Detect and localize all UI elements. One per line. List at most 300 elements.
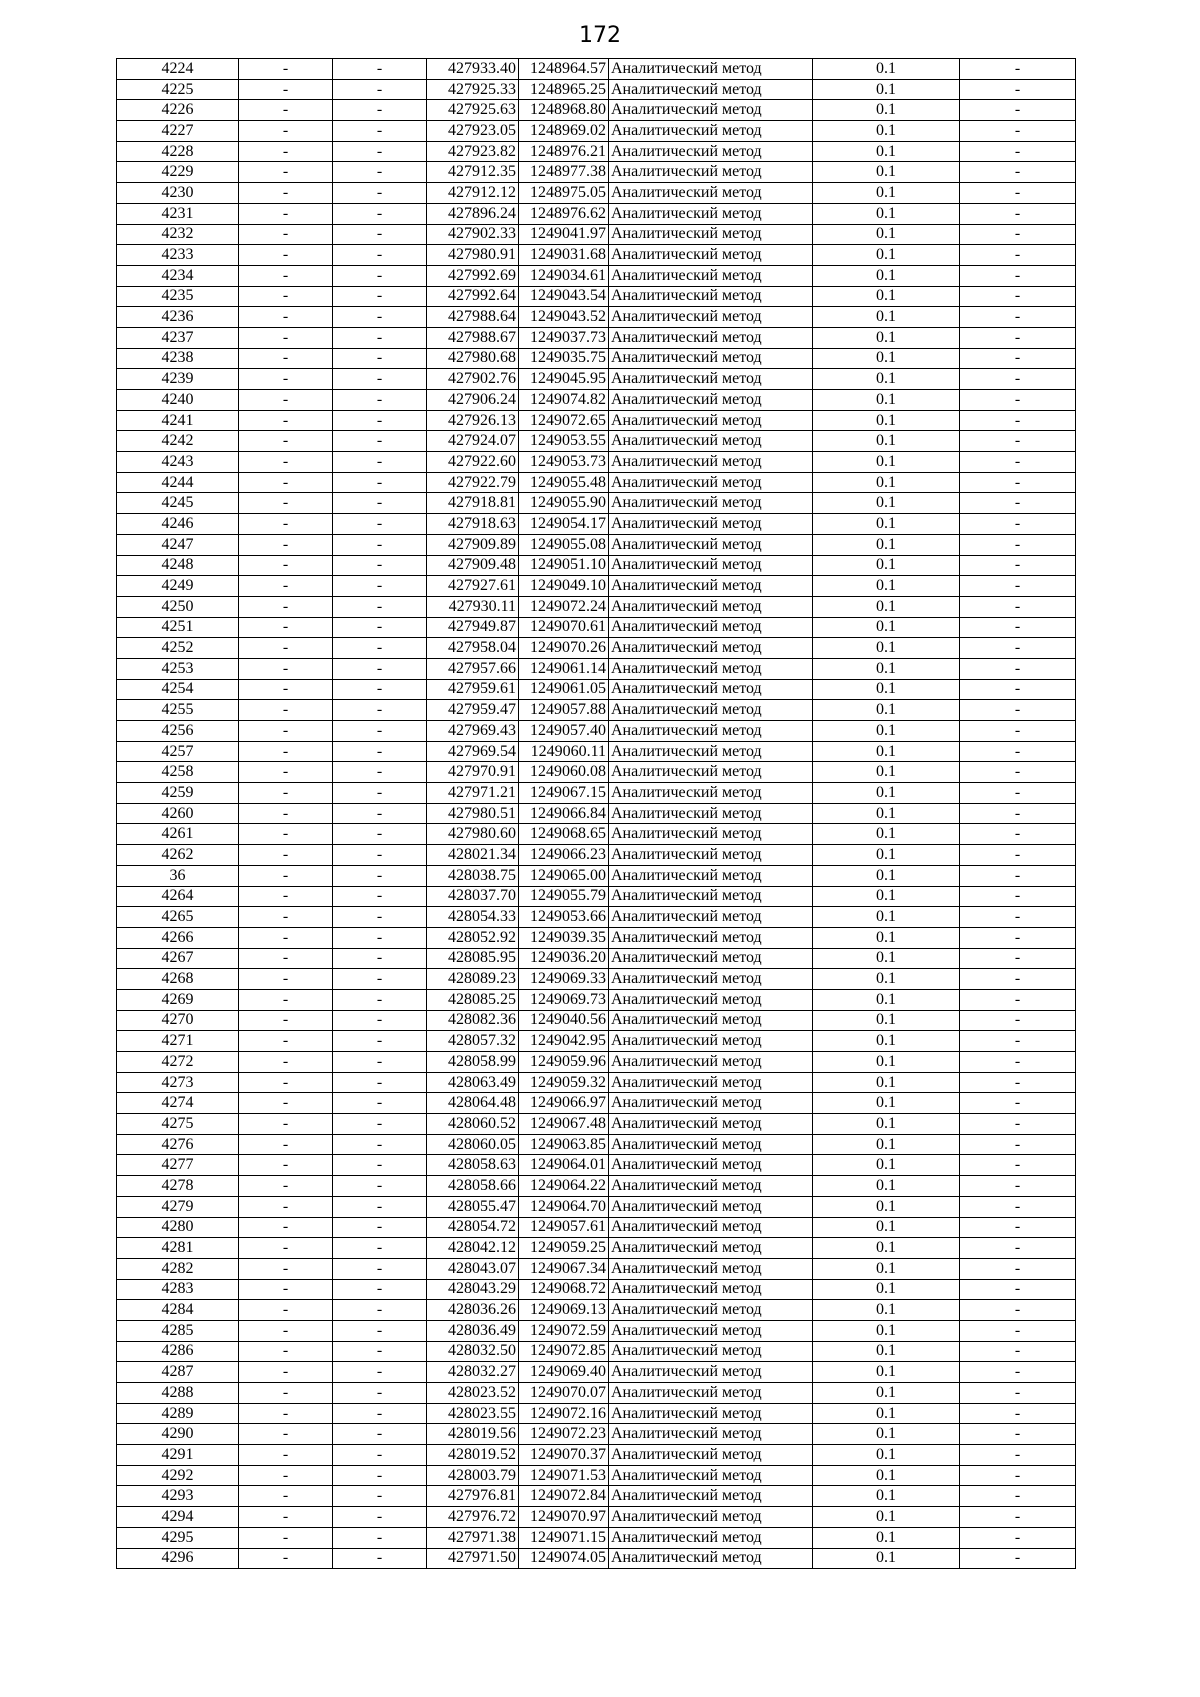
table-row: [117, 327, 1076, 348]
empty-cell: -: [333, 431, 427, 452]
table-row: [117, 1486, 1076, 1507]
method-cell: Аналитический метод: [609, 1217, 813, 1238]
empty-cell: -: [960, 410, 1076, 431]
method-cell: Аналитический метод: [609, 1010, 813, 1031]
x-coordinate-cell: 427925.33: [427, 79, 519, 100]
x-coordinate-cell: 427980.91: [427, 245, 519, 266]
accuracy-cell: 0.1: [813, 1093, 960, 1114]
empty-cell: -: [239, 514, 333, 535]
empty-cell: -: [239, 1134, 333, 1155]
empty-cell: -: [239, 265, 333, 286]
method-cell: Аналитический метод: [609, 1362, 813, 1383]
y-coordinate-cell: 1248965.25: [519, 79, 609, 100]
empty-cell: -: [333, 576, 427, 597]
empty-cell: -: [239, 596, 333, 617]
empty-cell: -: [333, 307, 427, 328]
empty-cell: -: [960, 1196, 1076, 1217]
empty-cell: -: [239, 410, 333, 431]
method-cell: Аналитический метод: [609, 927, 813, 948]
empty-cell: -: [960, 1155, 1076, 1176]
coordinates-table: [116, 58, 1076, 1569]
point-number-cell: 4261: [117, 824, 239, 845]
point-number-cell: 4238: [117, 348, 239, 369]
accuracy-cell: 0.1: [813, 1507, 960, 1528]
table-row: [117, 969, 1076, 990]
table-row: [117, 79, 1076, 100]
method-cell: Аналитический метод: [609, 534, 813, 555]
empty-cell: -: [239, 183, 333, 204]
empty-cell: -: [333, 762, 427, 783]
empty-cell: -: [333, 638, 427, 659]
empty-cell: -: [239, 79, 333, 100]
empty-cell: -: [239, 369, 333, 390]
empty-cell: -: [960, 907, 1076, 928]
empty-cell: -: [239, 1114, 333, 1135]
point-number-cell: 4259: [117, 783, 239, 804]
point-number-cell: 4281: [117, 1238, 239, 1259]
x-coordinate-cell: 428055.47: [427, 1196, 519, 1217]
x-coordinate-cell: 428058.99: [427, 1052, 519, 1073]
empty-cell: -: [333, 989, 427, 1010]
empty-cell: -: [239, 141, 333, 162]
empty-cell: -: [960, 431, 1076, 452]
accuracy-cell: 0.1: [813, 493, 960, 514]
empty-cell: -: [239, 327, 333, 348]
table-row: [117, 1279, 1076, 1300]
y-coordinate-cell: 1249067.34: [519, 1258, 609, 1279]
empty-cell: -: [239, 679, 333, 700]
table-row: [117, 265, 1076, 286]
accuracy-cell: 0.1: [813, 596, 960, 617]
empty-cell: -: [960, 1383, 1076, 1404]
empty-cell: -: [239, 886, 333, 907]
accuracy-cell: 0.1: [813, 1155, 960, 1176]
point-number-cell: 4282: [117, 1258, 239, 1279]
point-number-cell: 36: [117, 865, 239, 886]
empty-cell: -: [239, 576, 333, 597]
method-cell: Аналитический метод: [609, 121, 813, 142]
empty-cell: -: [239, 1010, 333, 1031]
empty-cell: -: [333, 927, 427, 948]
empty-cell: -: [960, 803, 1076, 824]
empty-cell: -: [960, 596, 1076, 617]
empty-cell: -: [239, 1155, 333, 1176]
y-coordinate-cell: 1249055.48: [519, 472, 609, 493]
x-coordinate-cell: 427980.60: [427, 824, 519, 845]
empty-cell: -: [333, 390, 427, 411]
point-number-cell: 4290: [117, 1424, 239, 1445]
empty-cell: -: [960, 576, 1076, 597]
x-coordinate-cell: 428057.32: [427, 1031, 519, 1052]
accuracy-cell: 0.1: [813, 1031, 960, 1052]
table-row: [117, 1196, 1076, 1217]
empty-cell: -: [333, 1320, 427, 1341]
x-coordinate-cell: 428060.52: [427, 1114, 519, 1135]
empty-cell: -: [960, 1300, 1076, 1321]
point-number-cell: 4228: [117, 141, 239, 162]
accuracy-cell: 0.1: [813, 927, 960, 948]
y-coordinate-cell: 1249034.61: [519, 265, 609, 286]
point-number-cell: 4255: [117, 700, 239, 721]
accuracy-cell: 0.1: [813, 700, 960, 721]
empty-cell: -: [960, 1176, 1076, 1197]
y-coordinate-cell: 1249059.96: [519, 1052, 609, 1073]
table-row: [117, 245, 1076, 266]
table-row: [117, 141, 1076, 162]
table-row: [117, 1093, 1076, 1114]
method-cell: Аналитический метод: [609, 948, 813, 969]
x-coordinate-cell: 427923.05: [427, 121, 519, 142]
empty-cell: -: [333, 1155, 427, 1176]
x-coordinate-cell: 427980.68: [427, 348, 519, 369]
point-number-cell: 4269: [117, 989, 239, 1010]
point-number-cell: 4286: [117, 1341, 239, 1362]
empty-cell: -: [239, 1052, 333, 1073]
table-row: [117, 1238, 1076, 1259]
accuracy-cell: 0.1: [813, 1217, 960, 1238]
method-cell: Аналитический метод: [609, 183, 813, 204]
y-coordinate-cell: 1249054.17: [519, 514, 609, 535]
x-coordinate-cell: 427949.87: [427, 617, 519, 638]
y-coordinate-cell: 1249036.20: [519, 948, 609, 969]
method-cell: Аналитический метод: [609, 1052, 813, 1073]
x-coordinate-cell: 427925.63: [427, 100, 519, 121]
table-row: [117, 183, 1076, 204]
method-cell: Аналитический метод: [609, 1134, 813, 1155]
y-coordinate-cell: 1249043.52: [519, 307, 609, 328]
accuracy-cell: 0.1: [813, 431, 960, 452]
method-cell: Аналитический метод: [609, 369, 813, 390]
point-number-cell: 4251: [117, 617, 239, 638]
accuracy-cell: 0.1: [813, 1010, 960, 1031]
point-number-cell: 4278: [117, 1176, 239, 1197]
empty-cell: -: [239, 1320, 333, 1341]
accuracy-cell: 0.1: [813, 59, 960, 80]
y-coordinate-cell: 1249068.65: [519, 824, 609, 845]
point-number-cell: 4295: [117, 1527, 239, 1548]
table-row: [117, 203, 1076, 224]
method-cell: Аналитический метод: [609, 1155, 813, 1176]
accuracy-cell: 0.1: [813, 1279, 960, 1300]
empty-cell: -: [333, 1548, 427, 1569]
x-coordinate-cell: 427902.33: [427, 224, 519, 245]
y-coordinate-cell: 1249071.53: [519, 1465, 609, 1486]
table-body: [117, 59, 1076, 1569]
y-coordinate-cell: 1249070.97: [519, 1507, 609, 1528]
method-cell: Аналитический метод: [609, 1320, 813, 1341]
y-coordinate-cell: 1249064.22: [519, 1176, 609, 1197]
empty-cell: -: [960, 989, 1076, 1010]
table-row: [117, 1403, 1076, 1424]
method-cell: Аналитический метод: [609, 700, 813, 721]
empty-cell: -: [960, 1341, 1076, 1362]
empty-cell: -: [333, 493, 427, 514]
method-cell: Аналитический метод: [609, 721, 813, 742]
point-number-cell: 4260: [117, 803, 239, 824]
empty-cell: -: [239, 203, 333, 224]
empty-cell: -: [960, 700, 1076, 721]
y-coordinate-cell: 1249074.05: [519, 1548, 609, 1569]
method-cell: Аналитический метод: [609, 431, 813, 452]
empty-cell: -: [960, 1279, 1076, 1300]
point-number-cell: 4265: [117, 907, 239, 928]
method-cell: Аналитический метод: [609, 59, 813, 80]
empty-cell: -: [239, 1403, 333, 1424]
point-number-cell: 4264: [117, 886, 239, 907]
point-number-cell: 4253: [117, 658, 239, 679]
y-coordinate-cell: 1249066.84: [519, 803, 609, 824]
table-row: [117, 638, 1076, 659]
method-cell: Аналитический метод: [609, 1258, 813, 1279]
empty-cell: -: [960, 783, 1076, 804]
method-cell: Аналитический метод: [609, 762, 813, 783]
empty-cell: -: [239, 762, 333, 783]
table-row: [117, 783, 1076, 804]
empty-cell: -: [333, 1238, 427, 1259]
empty-cell: -: [333, 162, 427, 183]
method-cell: Аналитический метод: [609, 162, 813, 183]
accuracy-cell: 0.1: [813, 762, 960, 783]
accuracy-cell: 0.1: [813, 658, 960, 679]
empty-cell: -: [960, 121, 1076, 142]
empty-cell: -: [239, 245, 333, 266]
x-coordinate-cell: 427992.64: [427, 286, 519, 307]
point-number-cell: 4226: [117, 100, 239, 121]
method-cell: Аналитический метод: [609, 969, 813, 990]
empty-cell: -: [239, 59, 333, 80]
x-coordinate-cell: 427909.89: [427, 534, 519, 555]
empty-cell: -: [960, 203, 1076, 224]
table-row: [117, 948, 1076, 969]
empty-cell: -: [239, 162, 333, 183]
x-coordinate-cell: 427971.38: [427, 1527, 519, 1548]
accuracy-cell: 0.1: [813, 989, 960, 1010]
y-coordinate-cell: 1249051.10: [519, 555, 609, 576]
y-coordinate-cell: 1248964.57: [519, 59, 609, 80]
accuracy-cell: 0.1: [813, 1072, 960, 1093]
table-row: [117, 1031, 1076, 1052]
empty-cell: -: [960, 452, 1076, 473]
y-coordinate-cell: 1249040.56: [519, 1010, 609, 1031]
empty-cell: -: [239, 224, 333, 245]
x-coordinate-cell: 427976.81: [427, 1486, 519, 1507]
table-row: [117, 658, 1076, 679]
accuracy-cell: 0.1: [813, 1424, 960, 1445]
accuracy-cell: 0.1: [813, 555, 960, 576]
empty-cell: -: [239, 1362, 333, 1383]
empty-cell: -: [960, 100, 1076, 121]
accuracy-cell: 0.1: [813, 390, 960, 411]
page-number: 172: [579, 23, 621, 48]
accuracy-cell: 0.1: [813, 452, 960, 473]
empty-cell: -: [239, 1238, 333, 1259]
empty-cell: -: [960, 845, 1076, 866]
point-number-cell: 4232: [117, 224, 239, 245]
x-coordinate-cell: 428019.52: [427, 1445, 519, 1466]
y-coordinate-cell: 1249063.85: [519, 1134, 609, 1155]
accuracy-cell: 0.1: [813, 472, 960, 493]
method-cell: Аналитический метод: [609, 410, 813, 431]
empty-cell: -: [960, 824, 1076, 845]
x-coordinate-cell: 427918.81: [427, 493, 519, 514]
empty-cell: -: [333, 1341, 427, 1362]
empty-cell: -: [333, 141, 427, 162]
x-coordinate-cell: 427909.48: [427, 555, 519, 576]
table-row: [117, 803, 1076, 824]
y-coordinate-cell: 1249067.48: [519, 1114, 609, 1135]
accuracy-cell: 0.1: [813, 1362, 960, 1383]
point-number-cell: 4296: [117, 1548, 239, 1569]
method-cell: Аналитический метод: [609, 1238, 813, 1259]
empty-cell: -: [333, 1383, 427, 1404]
table-row: [117, 1300, 1076, 1321]
x-coordinate-cell: 427922.60: [427, 452, 519, 473]
accuracy-cell: 0.1: [813, 741, 960, 762]
table-row: [117, 845, 1076, 866]
empty-cell: -: [333, 100, 427, 121]
method-cell: Аналитический метод: [609, 907, 813, 928]
empty-cell: -: [239, 700, 333, 721]
empty-cell: -: [333, 700, 427, 721]
empty-cell: -: [960, 1258, 1076, 1279]
empty-cell: -: [333, 555, 427, 576]
x-coordinate-cell: 427896.24: [427, 203, 519, 224]
method-cell: Аналитический метод: [609, 1383, 813, 1404]
table-row: [117, 886, 1076, 907]
x-coordinate-cell: 428036.49: [427, 1320, 519, 1341]
empty-cell: -: [333, 865, 427, 886]
empty-cell: -: [333, 1362, 427, 1383]
empty-cell: -: [960, 1486, 1076, 1507]
accuracy-cell: 0.1: [813, 1445, 960, 1466]
x-coordinate-cell: 427922.79: [427, 472, 519, 493]
accuracy-cell: 0.1: [813, 845, 960, 866]
empty-cell: -: [960, 1320, 1076, 1341]
method-cell: Аналитический метод: [609, 658, 813, 679]
accuracy-cell: 0.1: [813, 1196, 960, 1217]
table-row: [117, 1010, 1076, 1031]
method-cell: Аналитический метод: [609, 1114, 813, 1135]
point-number-cell: 4237: [117, 327, 239, 348]
accuracy-cell: 0.1: [813, 886, 960, 907]
empty-cell: -: [333, 1300, 427, 1321]
x-coordinate-cell: 427926.13: [427, 410, 519, 431]
empty-cell: -: [960, 307, 1076, 328]
empty-cell: -: [333, 410, 427, 431]
empty-cell: -: [960, 1052, 1076, 1073]
empty-cell: -: [239, 1383, 333, 1404]
x-coordinate-cell: 428063.49: [427, 1072, 519, 1093]
empty-cell: -: [333, 1072, 427, 1093]
empty-cell: -: [333, 1217, 427, 1238]
y-coordinate-cell: 1249053.73: [519, 452, 609, 473]
empty-cell: -: [960, 1527, 1076, 1548]
x-coordinate-cell: 428064.48: [427, 1093, 519, 1114]
empty-cell: -: [333, 183, 427, 204]
method-cell: Аналитический метод: [609, 1486, 813, 1507]
accuracy-cell: 0.1: [813, 679, 960, 700]
accuracy-cell: 0.1: [813, 1134, 960, 1155]
x-coordinate-cell: 428036.26: [427, 1300, 519, 1321]
empty-cell: -: [333, 534, 427, 555]
empty-cell: -: [960, 348, 1076, 369]
x-coordinate-cell: 428085.25: [427, 989, 519, 1010]
y-coordinate-cell: 1248976.21: [519, 141, 609, 162]
point-number-cell: 4276: [117, 1134, 239, 1155]
point-number-cell: 4283: [117, 1279, 239, 1300]
point-number-cell: 4252: [117, 638, 239, 659]
y-coordinate-cell: 1249053.55: [519, 431, 609, 452]
table-row: [117, 452, 1076, 473]
y-coordinate-cell: 1248977.38: [519, 162, 609, 183]
empty-cell: -: [960, 183, 1076, 204]
y-coordinate-cell: 1249049.10: [519, 576, 609, 597]
point-number-cell: 4262: [117, 845, 239, 866]
empty-cell: -: [960, 1072, 1076, 1093]
empty-cell: -: [960, 721, 1076, 742]
x-coordinate-cell: 427988.64: [427, 307, 519, 328]
point-number-cell: 4294: [117, 1507, 239, 1528]
empty-cell: -: [333, 514, 427, 535]
empty-cell: -: [239, 803, 333, 824]
x-coordinate-cell: 428082.36: [427, 1010, 519, 1031]
empty-cell: -: [960, 390, 1076, 411]
x-coordinate-cell: 427959.47: [427, 700, 519, 721]
empty-cell: -: [960, 1465, 1076, 1486]
accuracy-cell: 0.1: [813, 1238, 960, 1259]
table-row: [117, 162, 1076, 183]
empty-cell: -: [239, 658, 333, 679]
empty-cell: -: [239, 1548, 333, 1569]
accuracy-cell: 0.1: [813, 265, 960, 286]
method-cell: Аналитический метод: [609, 286, 813, 307]
empty-cell: -: [333, 369, 427, 390]
table-row: [117, 59, 1076, 80]
point-number-cell: 4268: [117, 969, 239, 990]
empty-cell: -: [239, 1424, 333, 1445]
empty-cell: -: [960, 969, 1076, 990]
y-coordinate-cell: 1249060.08: [519, 762, 609, 783]
point-number-cell: 4275: [117, 1114, 239, 1135]
method-cell: Аналитический метод: [609, 452, 813, 473]
empty-cell: -: [239, 1176, 333, 1197]
empty-cell: -: [239, 1031, 333, 1052]
table-row: [117, 493, 1076, 514]
method-cell: Аналитический метод: [609, 141, 813, 162]
x-coordinate-cell: 427969.43: [427, 721, 519, 742]
empty-cell: -: [239, 617, 333, 638]
y-coordinate-cell: 1249066.23: [519, 845, 609, 866]
empty-cell: -: [239, 493, 333, 514]
table-row: [117, 431, 1076, 452]
empty-cell: -: [239, 1507, 333, 1528]
point-number-cell: 4267: [117, 948, 239, 969]
empty-cell: -: [239, 307, 333, 328]
x-coordinate-cell: 428054.72: [427, 1217, 519, 1238]
x-coordinate-cell: 428043.07: [427, 1258, 519, 1279]
point-number-cell: 4250: [117, 596, 239, 617]
empty-cell: -: [239, 969, 333, 990]
accuracy-cell: 0.1: [813, 1320, 960, 1341]
empty-cell: -: [333, 121, 427, 142]
empty-cell: -: [960, 286, 1076, 307]
table-row: [117, 224, 1076, 245]
accuracy-cell: 0.1: [813, 1341, 960, 1362]
empty-cell: -: [960, 1114, 1076, 1135]
method-cell: Аналитический метод: [609, 617, 813, 638]
x-coordinate-cell: 428085.95: [427, 948, 519, 969]
accuracy-cell: 0.1: [813, 1403, 960, 1424]
